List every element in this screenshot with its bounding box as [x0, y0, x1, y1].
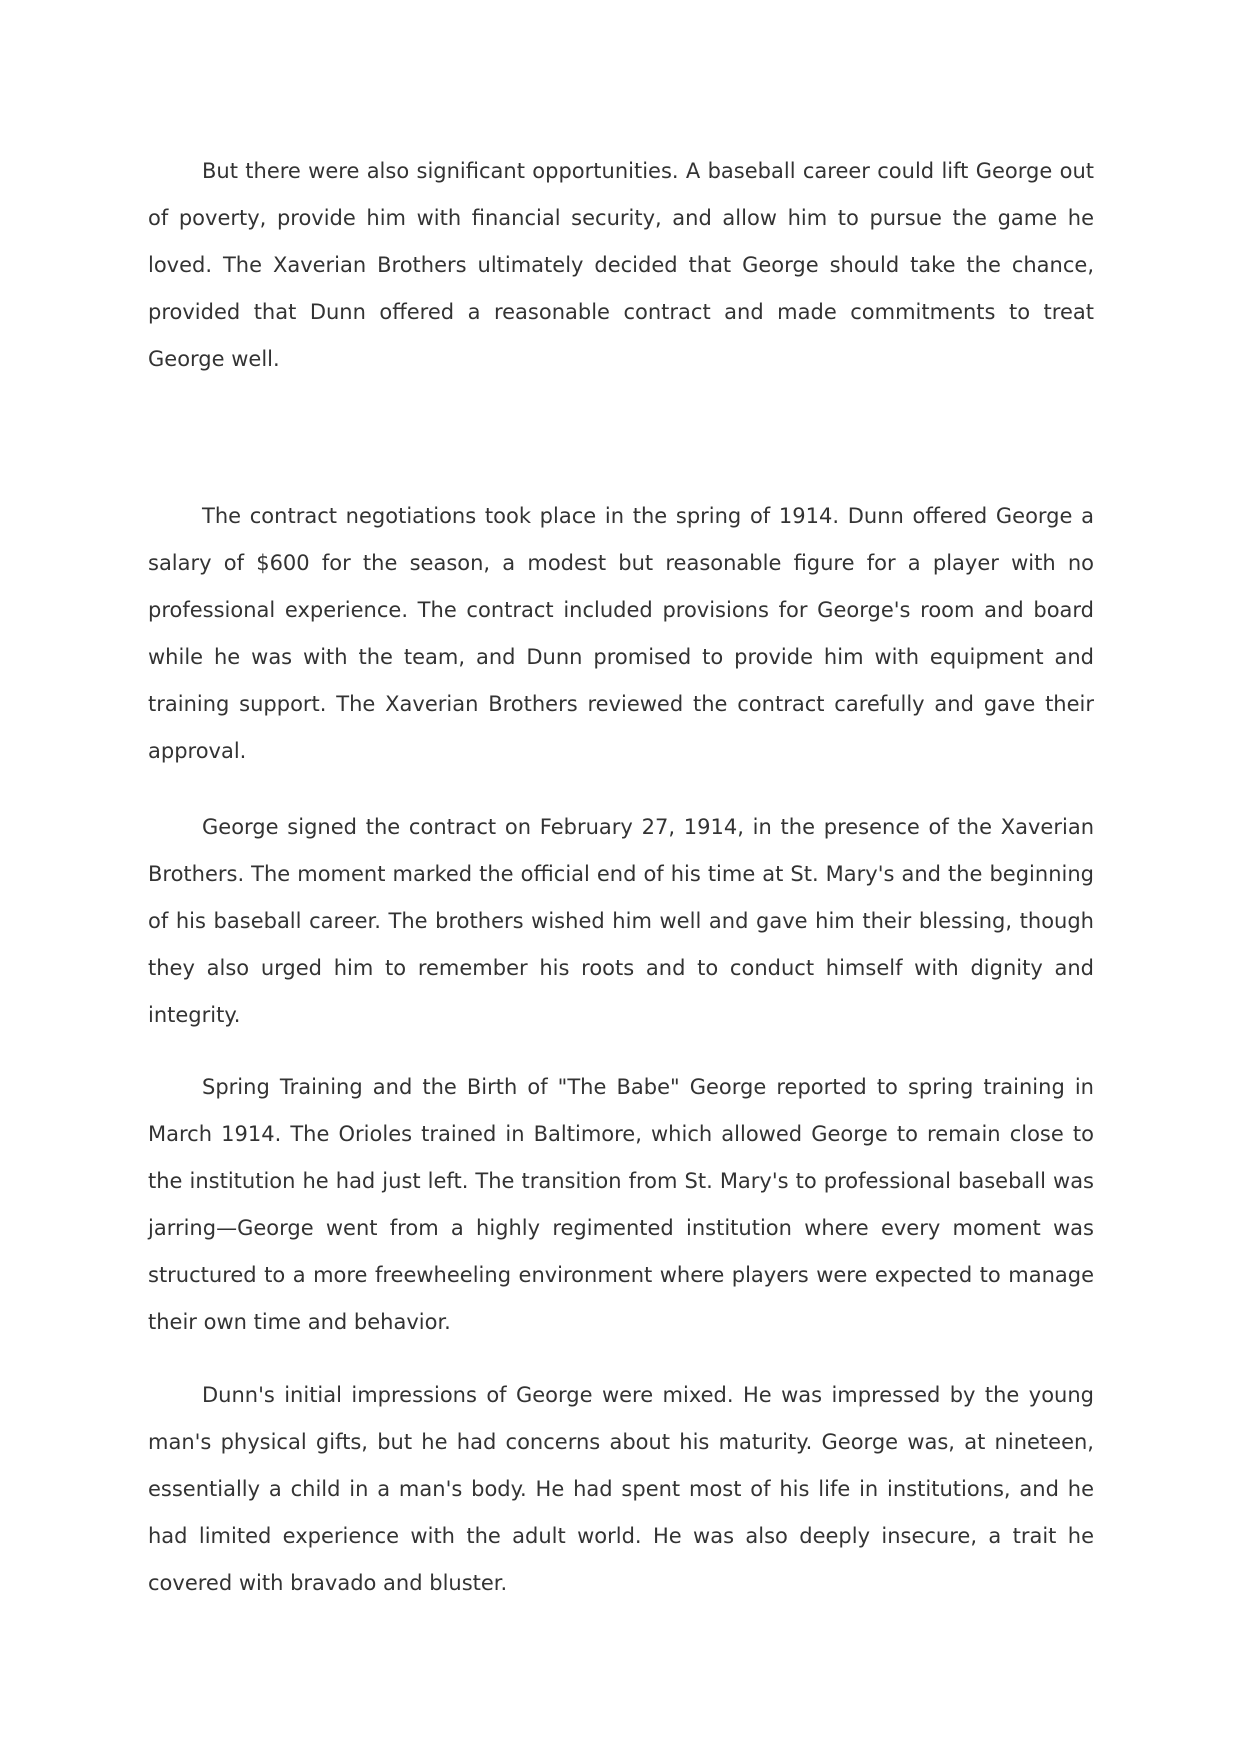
paragraph-text: Dunn's initial impressions of George were mixed. He was impressed by the young man's physical gifts, but he had concerns about his maturity. George was, at nineteen, essentially a child in a man's body. He had spent most of his life in institutions, and he had limited experience with the adult world. He was also deeply insecure, a trait he covered with bravado and bluster.: [148, 1383, 1094, 1595]
paragraph-contract-negotiations: [148, 493, 1094, 775]
paragraph-text: George signed the contract on February 27, 1914, in the presence of the Xaverian Brothers. The moment marked the official end of his time at St. Mary's and the beginning of his baseball career. The brothers wished him well and gave him their blessing, though they also urged him to remember his roots and to conduct himself with dignity and integrity.: [148, 815, 1094, 1027]
paragraph-text: The contract negotiations took place in the spring of 1914. Dunn offered George a salary of $600 for the season, a modest but reasonable figure for a player with no professional experience. The contract included provisions for George's room and board while he was with the team, and Dunn promised to provide him with equipment and training support. The Xaverian Brothers reviewed the contract carefully and gave their approval.: [148, 504, 1094, 763]
paragraph-dunn-impressions: [148, 1372, 1094, 1607]
paragraph-spring-training: [148, 1064, 1094, 1346]
paragraph-contract-signing: [148, 804, 1094, 1039]
paragraph-text: But there were also significant opportunities. A baseball career could lift George out of poverty, provide him with financial security, and allow him to pursue the game he loved. The Xaverian Brothers ultimately decided that George should take the chance, provided that Dunn offered a reasonable contract and made commitments to treat George well.: [148, 159, 1094, 371]
paragraph-opportunities: [148, 148, 1094, 383]
paragraph-text: Spring Training and the Birth of "The Babe" George reported to spring training in March 1914. The Orioles trained in Baltimore, which allowed George to remain close to the institution he had just left. The transition from St. Mary's to professional baseball was jarring—George went from a highly regimented institution where every moment was structured to a more freewheeling environment where players were expected to manage their own time and behavior.: [148, 1075, 1094, 1334]
